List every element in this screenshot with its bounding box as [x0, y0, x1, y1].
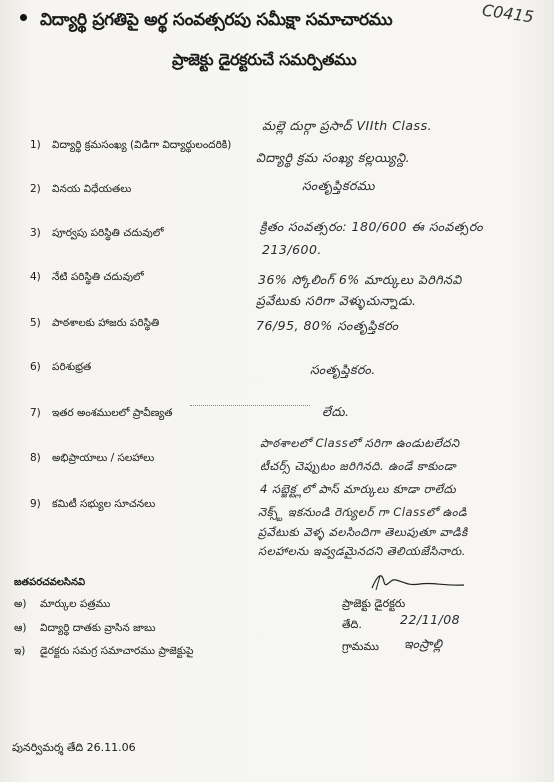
row-5-number: 5) [30, 317, 41, 329]
signature-village-label: గ్రామము [342, 640, 379, 653]
row-3-number: 3) [30, 227, 41, 239]
row-5-label: పాఠశాలకు హాజరు పరిస్థితి [52, 317, 160, 329]
enclosure-item-2-text: విద్యార్థి దాతకు వ్రాసిన జాబు [40, 622, 156, 634]
row-6-number: 6) [30, 361, 41, 373]
row-9-number: 9) [30, 498, 41, 510]
row-6-label: పరిశుభ్రత [52, 361, 92, 373]
row-4-number: 4) [30, 271, 41, 283]
row-8-label: అభిప్రాయాలు / సలహాలు [52, 452, 155, 464]
signature-role: ప్రాజెక్టు డైరక్టరు [342, 597, 406, 610]
row-7-answer: లేదు. [322, 404, 350, 419]
row-3-answer-line-1: క్రితం సంవత్సరం: 180/600 ఈ సంవత్సరం [260, 219, 484, 234]
enclosures-title: జతపరచవలసినవి [14, 577, 86, 588]
row-8-answer-line-4: నెక్స్ట్ ఇకనుండి రెగ్యులర్ గా Classలో ఉండి [258, 505, 468, 519]
row-4-label: నేటి పరిస్థితి చదువులో [52, 271, 144, 283]
document-subtitle: ప్రాజెక్టు డైరక్టరుచే సమర్పితము [172, 50, 357, 69]
revision-date: పునర్విమర్శ తేది 26.11.06 [12, 741, 136, 754]
row-5-answer: 76/95, 80% సంతృప్తికరం [256, 318, 399, 333]
enclosure-item-2-marker: ఆ) [14, 622, 27, 634]
row-2-label: వినయ విధేయతలు [52, 183, 132, 195]
row-2-number: 2) [30, 183, 41, 195]
enclosure-item-1-marker: అ) [14, 598, 27, 610]
row-3-label: పూర్వపు పరిస్థితి చదువులో [52, 227, 164, 239]
row-8-answer-line-3: 4 సబ్జెక్ట్లలో పాస్ మార్కులు కూడా రాలేదు [260, 482, 457, 496]
row-9-answer-line-1: ప్రవేటుకు వెళ్ళ వలసిందిగా తెలుపుతూ వాడికి [258, 525, 468, 539]
row-2-answer: సంతృప్తికరము [302, 178, 375, 193]
row-8-answer-line-1: పాఠశాలలో Classలో సరిగా ఉండుటలేదని [260, 436, 460, 450]
row-3-answer-line-2: 213/600. [262, 242, 322, 257]
signature-date-value: 22/11/08 [400, 612, 461, 627]
row-1-answer-line-1: మల్లె దుర్గా ప్రసాద్ VIIth Class. [262, 118, 433, 133]
row-4-answer-line-1: 36% స్కోలింగ్ 6% మార్కులు పెరిగినవి [258, 272, 462, 287]
row-9-label: కమిటీ సభ్యుల సూచనలు [52, 498, 156, 510]
enclosure-item-3-marker: ఇ) [14, 645, 26, 657]
signature-scribble [368, 568, 468, 596]
bullet-mark [20, 14, 27, 21]
row-1-answer-line-2: విద్యార్థి క్రమ సంఖ్య కల్లయ్యిన్ది. [256, 150, 411, 165]
enclosure-item-1-text: మార్కుల పత్రము [40, 598, 111, 610]
row-6-answer: సంతృప్తికరం. [310, 362, 376, 377]
document-code: C0415 [480, 0, 535, 27]
row-7-number: 7) [30, 407, 41, 419]
document-title: విద్యార్థి ప్రగతిపై అర్థ సంవత్సరపు సమీక్షా సమాచారము [40, 10, 393, 30]
row-1-number: 1) [30, 139, 41, 151]
row-4-answer-line-2: ప్రవేటుకు సరిగా వెళ్ళుచున్నాడు. [256, 293, 417, 308]
row-7-label: ఇతర అంశములలో ప్రావీణ్యత [52, 407, 173, 419]
row-7-dotted-line [190, 405, 310, 406]
row-8-number: 8) [30, 452, 41, 464]
signature-date-label: తేది. [342, 618, 362, 631]
row-1-label: విద్యార్థి క్రమసంఖ్య (విడిగా విద్యార్థులందరికి) [52, 139, 232, 151]
row-9-answer-line-2: సలహాలను ఇవ్వడమైనదని తెలియజేసినారు. [258, 544, 466, 558]
signature-village-value: ఇంస్రాల్లి [404, 636, 443, 651]
row-8-answer-line-2: టీచర్స్ చెప్పుటం జరిగినది. ఉండే కాకుండా [260, 459, 457, 473]
enclosure-item-3-text: డైరక్టరు సమగ్ర సమాచారము ప్రాజెక్టుపై [40, 645, 194, 657]
